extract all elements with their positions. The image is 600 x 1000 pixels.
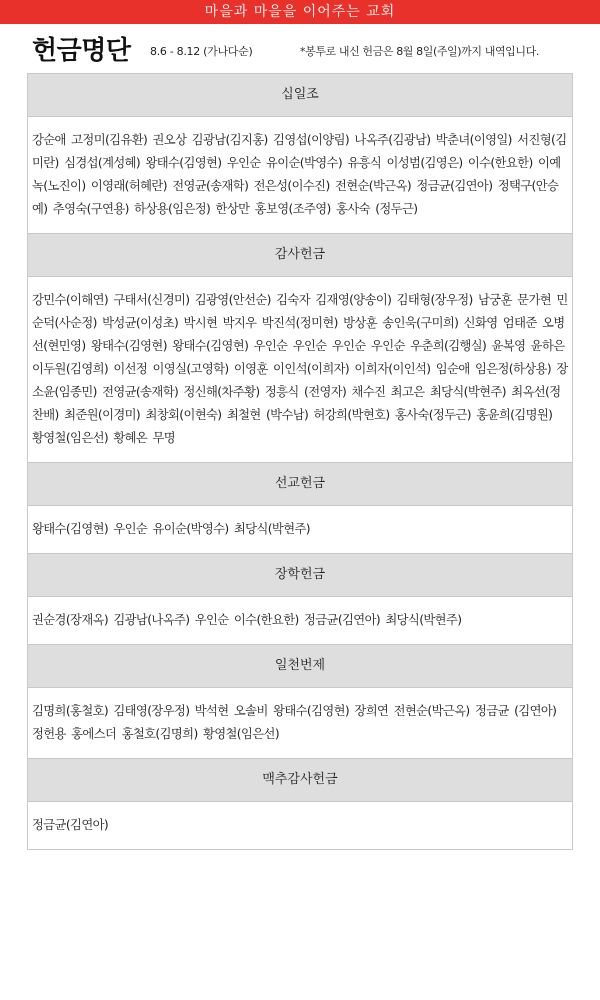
section-names: 왕태수(김영현) 우인순 유이순(박영수) 최당식(박현주): [28, 506, 572, 554]
section-names: 강순애 고정미(김유환) 권오상 김광남(김지홍) 김영섭(이양림) 나옥주(김광남) 박춘녀(이영일) 서진형(김미란) 심경섭(계성혜) 왕태수(김영현) 우인순 유이순(박영수) 유흥식 이성범(김영은) 이수(한요한) 이예녹(노진이) 이영래(허혜란) 전영균(송재학) 전은성(이수진) 전현순(박근옥) 정금균(김연아) 정택구(안승예) 추영숙(구연용) 하상용(임은정) 한상만 홍보영(조주영) 홍사숙 (정두근): [28, 117, 572, 234]
section-thanksgiving: [28, 234, 572, 463]
section-names: 강민수(이해연) 구태서(신경미) 김광영(안선순) 김숙자 김재영(양송이) 김태형(장우정) 남궁훈 문가현 민순덕(사순정) 박성균(이성초) 박시현 박지우 박진석(정미현) 방상훈 송인욱(구미희) 신화영 엄태준 오병선(현민영) 왕태수(김영현) 왕태수(김영현) 우인순 우인순 우인순 우인순 우춘희(김행실) 윤복영 윤하은 이두원(김영희) 이선정 이영실(고영학) 이영훈 이인석(이희자) 이희자(이인석) 임순애 임은정(하상용) 장소윤(임종민) 전영균(송재학) 정신해(차주황) 정흥식 (전영자) 채수진 최고은 최당식(박현주) 최옥선(정찬배) 최준원(이경미) 최창회(이현숙) 최철현 (박수남) 허강희(박현호) 홍사숙(정두근) 홍윤희(김명원) 황영철(임은선) 황혜온 무명: [28, 277, 572, 463]
section-names: 정금균(김연아): [28, 802, 572, 850]
page-header: [0, 24, 600, 68]
section-harvest-thanksgiving: [28, 759, 572, 850]
section-title: 일천번제: [28, 645, 572, 688]
envelope-note: *봉투로 내신 헌금은 8월 8일(주일)까지 내역입니다.: [300, 45, 539, 58]
section-names: 김명희(홍철호) 김태영(장우정) 박석현 오솔비 왕태수(김영현) 장희연 전현순(박근옥) 정금균 (김연아) 정헌용 홍에스더 홍철호(김명희) 황영철(임은선): [28, 688, 572, 759]
section-title: 감사헌금: [28, 234, 572, 277]
section-names: 권순경(장재옥) 김광남(나옥주) 우인순 이수(한요한) 정금균(김연아) 최당식(박현주): [28, 597, 572, 645]
section-mission: [28, 463, 572, 554]
section-tithe: [28, 74, 572, 234]
section-thousand-offering: [28, 645, 572, 759]
section-title: 맥추감사헌금: [28, 759, 572, 802]
date-range: 8.6 - 8.12 (가나다순): [150, 45, 253, 58]
page-title: 헌금명단: [32, 36, 131, 66]
section-title: 장학헌금: [28, 554, 572, 597]
top-banner: 마을과 마을을 이어주는 교회: [0, 0, 600, 24]
section-title: 선교헌금: [28, 463, 572, 506]
section-title: 십일조: [28, 74, 572, 117]
section-scholarship: [28, 554, 572, 645]
offering-table: [27, 73, 573, 850]
